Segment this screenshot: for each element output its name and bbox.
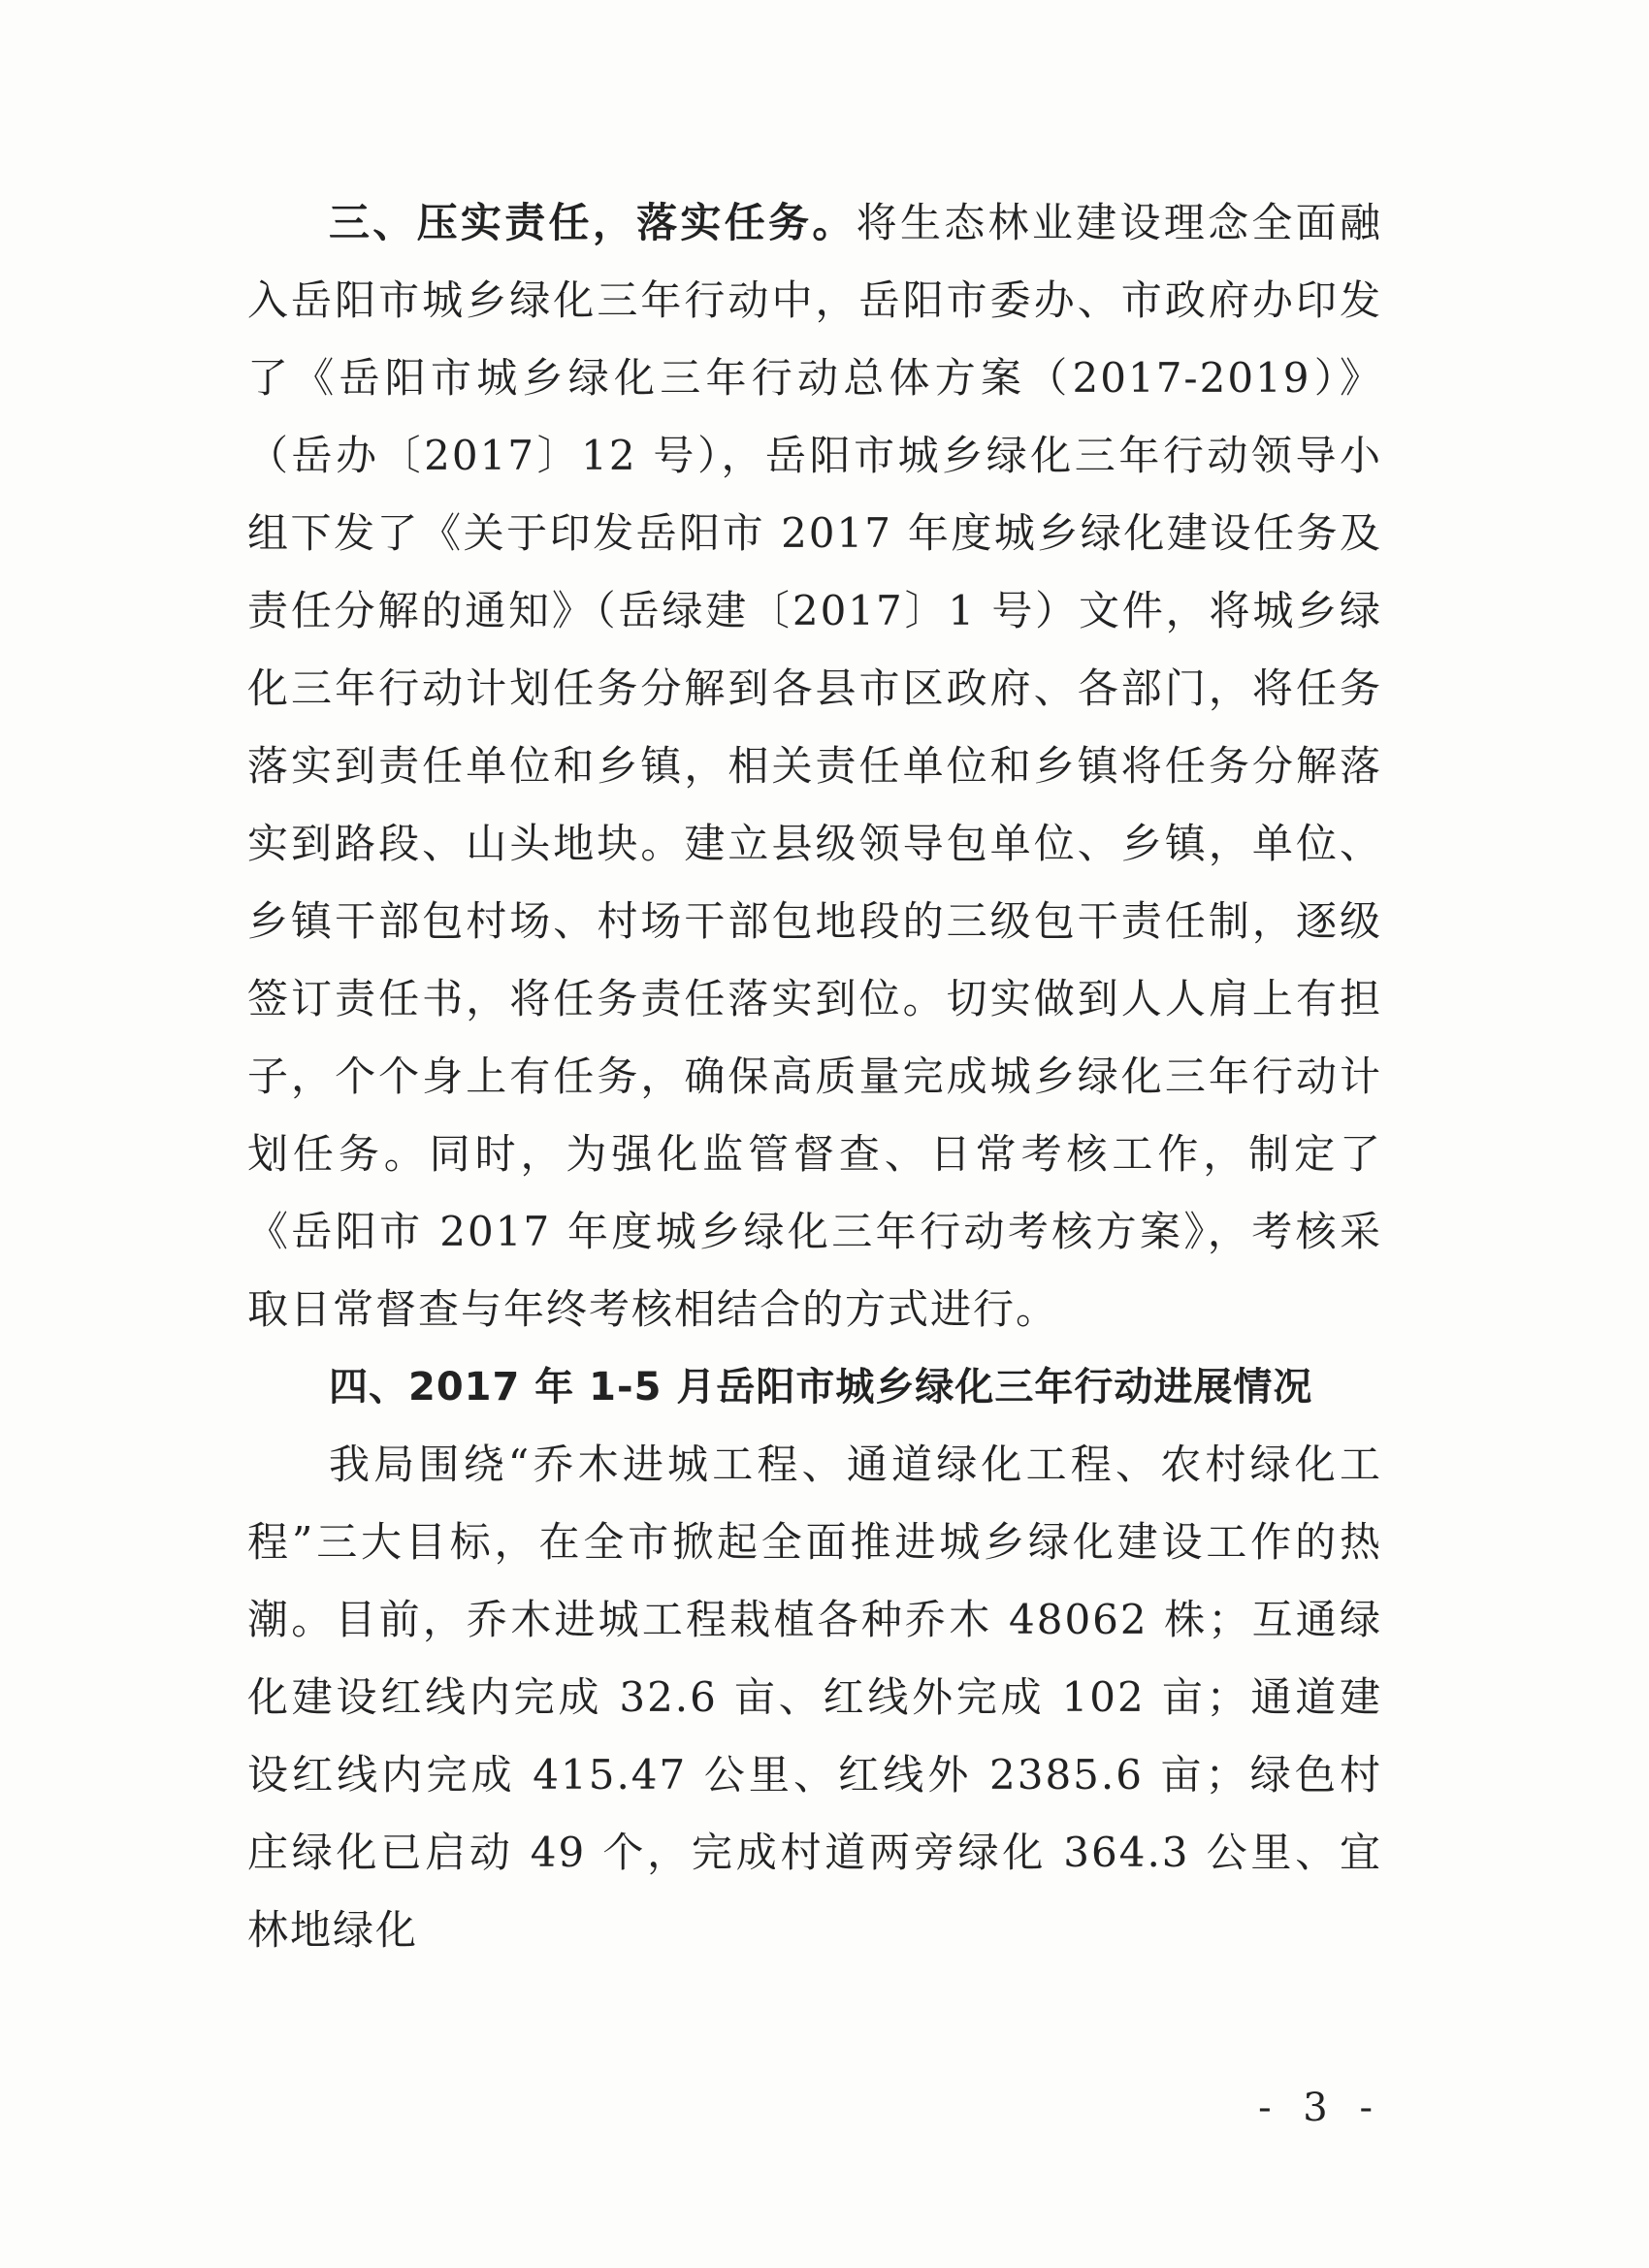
page-number: - 3 - (1258, 2086, 1382, 2130)
section-4-heading: 四、2017 年 1-5 月岳阳市城乡绿化三年行动进展情况 (329, 1365, 1313, 1409)
document-body (247, 184, 1382, 1969)
section-3-lead: 三、压实责任，落实任务。 (329, 199, 857, 246)
section-4-paragraph: 我局围绕“乔木进城工程、通道绿化工程、农村绿化工程”三大目标，在全市掀起全面推进城乡绿化建设工作的热潮。目前，乔木进城工程栽植各种乔木 48062 株；互通绿化建设红线内完成 32.6 亩、红线外完成 102 亩；通道建设红线内完成 415.47 公里、红线外 2385.6 亩；绿色村庄绿化已启动 49 个，完成村道两旁绿化 364.3 公里、宜林地绿化 (247, 1441, 1382, 1954)
section-3-paragraph (247, 184, 1382, 1348)
section-3-body: 将生态林业建设理念全面融入岳阳市城乡绿化三年行动中，岳阳市委办、市政府办印发了《岳阳市城乡绿化三年行动总体方案（2017-2019）》（岳办〔2017〕12 号），岳阳市城乡绿化三年行动领导小组下发了《关于印发岳阳市 2017 年度城乡绿化建设任务及责任分解的通知》（岳绿建〔2017〕1 号）文件，将城乡绿化三年行动计划任务分解到各县市区政府、各部门，将任务落实到责任单位和乡镇，相关责任单位和乡镇将任务分解落实到路段、山头地块。建立县级领导包单位、乡镇，单位、乡镇干部包村场、村场干部包地段的三级包干责任制，逐级签订责任书，将任务责任落实到位。切实做到人人肩上有担子，个个身上有任务，确保高质量完成城乡绿化三年行动计划任务。同时，为强化监管督查、日常考核工作，制定了《岳阳市 2017 年度城乡绿化三年行动考核方案》，考核采取日常督查与年终考核相结合的方式进行。 (247, 199, 1382, 1333)
